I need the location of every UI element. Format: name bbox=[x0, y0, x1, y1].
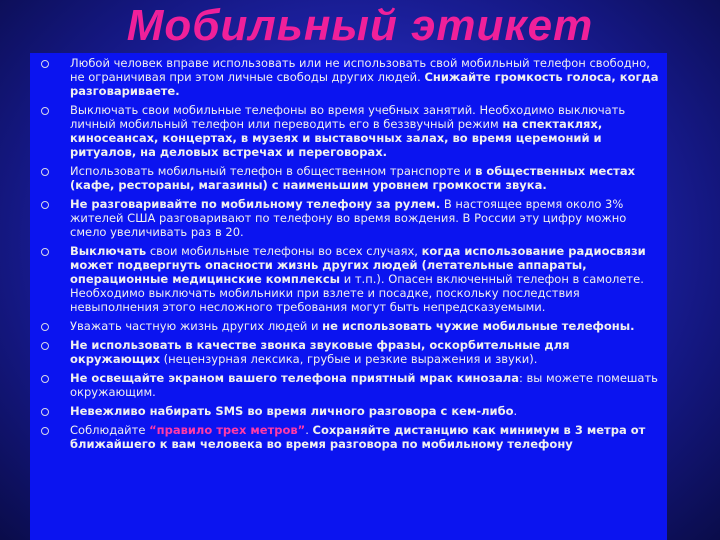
item-text-part: Невежливо набирать SMS во время личного разговора с кем-либо bbox=[70, 404, 514, 418]
item-text-part: (нецензурная лексика, грубые и резкие выражения и звуки). bbox=[160, 352, 538, 366]
item-text-part: . bbox=[305, 423, 313, 437]
item-text-part: Не использовать в качестве звонка звуковые фразы, оскорбительные для окружающих bbox=[70, 338, 570, 366]
item-text-part: : вы можете помешать окружающим. bbox=[70, 371, 658, 399]
circle-bullet-icon bbox=[41, 375, 49, 383]
list-item bbox=[30, 371, 667, 399]
circle-bullet-icon bbox=[41, 107, 49, 115]
slide-title: Мобильный этикет bbox=[126, 1, 594, 50]
list-item bbox=[30, 53, 667, 98]
item-text-part: Не разговаривайте по мобильному телефону за рулем. bbox=[70, 197, 441, 211]
circle-bullet-icon bbox=[41, 248, 49, 256]
item-text-part: Выключать свои мобильные телефоны во время учебных занятий. Необходимо выключать личный мобильный телефон или переводить его в беззвучный режим bbox=[70, 103, 626, 131]
item-text-part: Соблюдайте bbox=[70, 423, 150, 437]
item-text-part: в общественных местах (кафе, рестораны, магазины) с наименьшим уровнем громкости звука. bbox=[70, 164, 635, 192]
list-item bbox=[30, 338, 667, 366]
list-item bbox=[30, 404, 667, 418]
etiquette-list bbox=[30, 53, 667, 451]
item-text-part: Не освещайте экраном вашего телефона приятный мрак кинозала bbox=[70, 371, 519, 385]
list-item bbox=[30, 164, 667, 192]
item-text-part: Сохраняйте дистанцию как минимум в 3 метра от ближайшего к вам человека во время разговора по мобильному телефону bbox=[70, 423, 646, 451]
item-text-part: Снижайте громкость голоса, когда разговариваете. bbox=[70, 70, 659, 98]
circle-bullet-icon bbox=[41, 342, 49, 350]
item-text-part: Использовать мобильный телефон в общественном транспорте и bbox=[70, 164, 476, 178]
item-text-part: и т.п.). Опасен включенный телефон в самолете. Необходимо выключать мобильники при взлете и посадке, поскольку последствия невыполнения этого несложного требования могут быть непредсказуемыми. bbox=[70, 272, 644, 314]
item-text-part: Уважать частную жизнь других людей и bbox=[70, 319, 323, 333]
item-text-part: . bbox=[513, 404, 518, 418]
circle-bullet-icon bbox=[41, 201, 49, 209]
content-box bbox=[30, 53, 667, 540]
circle-bullet-icon bbox=[41, 408, 49, 416]
item-text-part: Любой человек вправе использовать или не использовать свой мобильный телефон свободно, не ограничивая при этом личные свободы других людей. bbox=[70, 56, 650, 84]
circle-bullet-icon bbox=[41, 323, 49, 331]
item-text-part: “правило трех метров” bbox=[149, 423, 306, 437]
item-text-part: Выключать bbox=[70, 244, 147, 258]
item-text-part: свои мобильные телефоны во всех случаях, bbox=[146, 244, 422, 258]
list-item bbox=[30, 197, 667, 239]
item-text-part: В настоящее время около 3% жителей США разговаривают по телефону во время вождения. В России эту цифру можно смело увеличивать раз в 20. bbox=[70, 197, 627, 239]
circle-bullet-icon bbox=[41, 60, 49, 68]
list-item bbox=[30, 244, 667, 314]
item-text-part: когда использование радиосвязи может подвергнуть опасности жизнь других людей (летательные аппараты, операционные медицинские комплексы bbox=[70, 244, 646, 286]
circle-bullet-icon bbox=[41, 427, 49, 435]
list-item bbox=[30, 423, 667, 451]
list-item bbox=[30, 103, 667, 159]
circle-bullet-icon bbox=[41, 168, 49, 176]
item-text-part: не использовать чужие мобильные телефоны. bbox=[322, 319, 635, 333]
list-item bbox=[30, 319, 667, 333]
item-text-part: на спектаклях, киносеансах, концертах, в музеях и выставочных залах, во время церемоний и ритуалов, на деловых встречах и переговорах. bbox=[70, 117, 603, 159]
